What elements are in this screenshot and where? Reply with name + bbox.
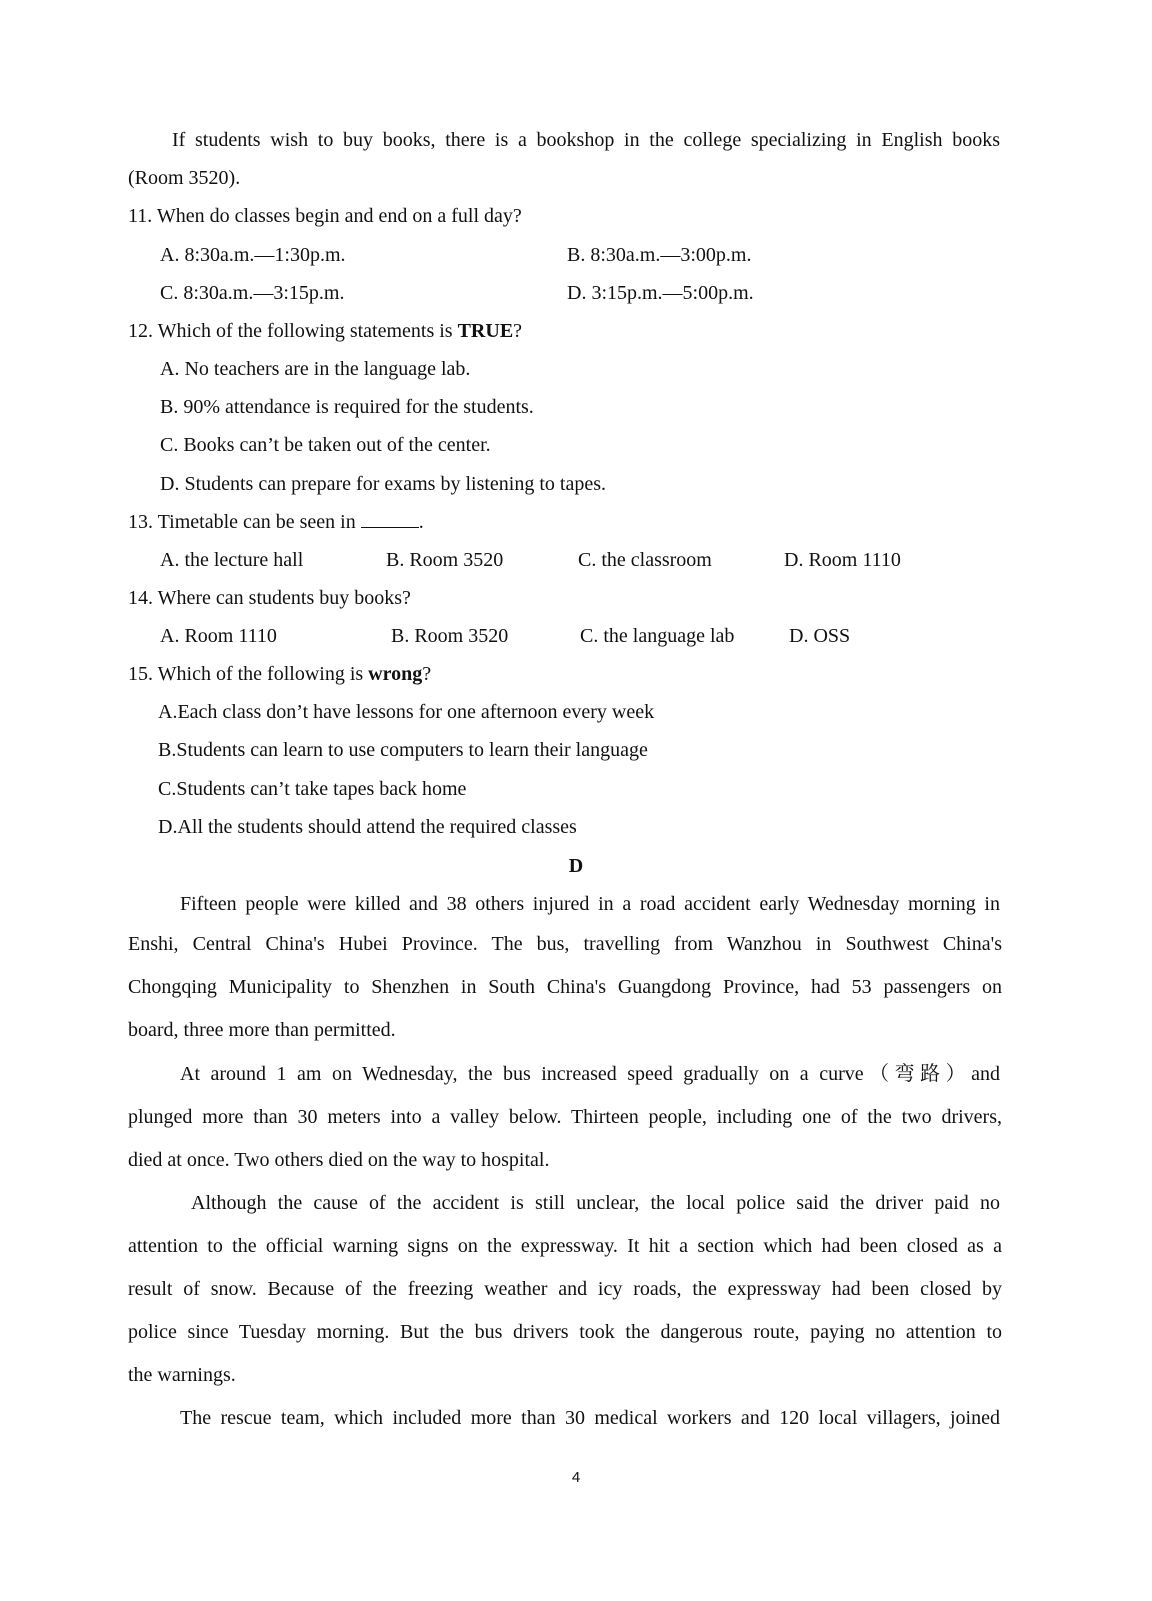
passage-p3-line-2: attention to the official warning signs on the expressway. It hit a section which had been closed as a (128, 1235, 1002, 1257)
question-13-option-b: B. Room 3520 (386, 549, 504, 571)
question-11-option-b: B. 8:30a.m.—3:00p.m. (567, 244, 752, 266)
passage-p1-line-1: Fifteen people were killed and 38 others injured in a road accident early Wednesday morning in (180, 893, 1000, 915)
question-15-option-b: B.Students can learn to use computers to learn their language (158, 739, 648, 761)
question-15-option-a: A.Each class don’t have lessons for one afternoon every week (158, 701, 655, 723)
question-12-option-c: C. Books can’t be taken out of the center. (160, 434, 491, 456)
passage-p4-line-1: The rescue team, which included more than 30 medical workers and 120 local villagers, joined (180, 1407, 1000, 1429)
question-12-stem: 12. Which of the following statements is TRUE? (128, 320, 523, 342)
question-15-option-d: D.All the students should attend the required classes (158, 816, 577, 838)
emphasis-wrong: wrong (368, 663, 423, 685)
question-11-stem: 11. When do classes begin and end on a full day? (128, 205, 522, 227)
question-12-option-b: B. 90% attendance is required for the students. (160, 396, 534, 418)
question-14-option-b: B. Room 3520 (391, 625, 509, 647)
question-12-option-d: D. Students can prepare for exams by listening to tapes. (160, 473, 606, 495)
question-11-option-d: D. 3:15p.m.—5:00p.m. (567, 282, 754, 304)
question-15-option-c: C.Students can’t take tapes back home (158, 778, 467, 800)
answer-blank (361, 511, 419, 528)
question-14-stem: 14. Where can students buy books? (128, 587, 411, 609)
passage-p1-line-3: Chongqing Municipality to Shenzhen in South China's Guangdong Province, had 53 passengers on (128, 976, 1002, 998)
question-11-option-a: A. 8:30a.m.—1:30p.m. (160, 244, 346, 266)
passage-p2-line-3: died at once. Two others died on the way to hospital. (128, 1149, 550, 1171)
passage-p2-line-1: At around 1 am on Wednesday, the bus increased speed gradually on a curve（弯路）and (180, 1063, 1000, 1085)
question-13-stem: 13. Timetable can be seen in . (128, 511, 424, 533)
question-13-option-a: A. the lecture hall (160, 549, 304, 571)
passage-p2-line-2: plunged more than 30 meters into a valley below. Thirteen people, including one of the two drivers, (128, 1106, 1002, 1128)
question-11-option-c: C. 8:30a.m.—3:15p.m. (160, 282, 345, 304)
question-14-option-d: D. OSS (789, 625, 851, 647)
passage-p1-line-4: board, three more than permitted. (128, 1019, 396, 1041)
passage-p3-line-1: Although the cause of the accident is still unclear, the local police said the driver paid no (191, 1192, 1000, 1214)
question-15-stem: 15. Which of the following is wrong? (128, 663, 432, 685)
question-13-option-c: C. the classroom (578, 549, 712, 571)
question-14-option-c: C. the language lab (580, 625, 735, 647)
passage-p3-line-4: police since Tuesday morning. But the bus drivers took the dangerous route, paying no attention to (128, 1321, 1002, 1343)
passage-p3-line-3: result of snow. Because of the freezing weather and icy roads, the expressway had been closed by (128, 1278, 1002, 1300)
page-number: 4 (571, 1469, 581, 1486)
passage-p3-line-5: the warnings. (128, 1364, 236, 1386)
intro-line-2: (Room 3520). (128, 167, 241, 189)
passage-p1-line-2: Enshi, Central China's Hubei Province. The bus, travelling from Wanzhou in Southwest China's (128, 933, 1002, 955)
section-d-heading: D (568, 855, 584, 877)
intro-line-1: If students wish to buy books, there is a bookshop in the college specializing in English books (172, 129, 1000, 151)
question-12-option-a: A. No teachers are in the language lab. (160, 358, 471, 380)
question-13-option-d: D. Room 1110 (784, 549, 901, 571)
question-14-option-a: A. Room 1110 (160, 625, 277, 647)
emphasis-true: TRUE (457, 320, 514, 342)
